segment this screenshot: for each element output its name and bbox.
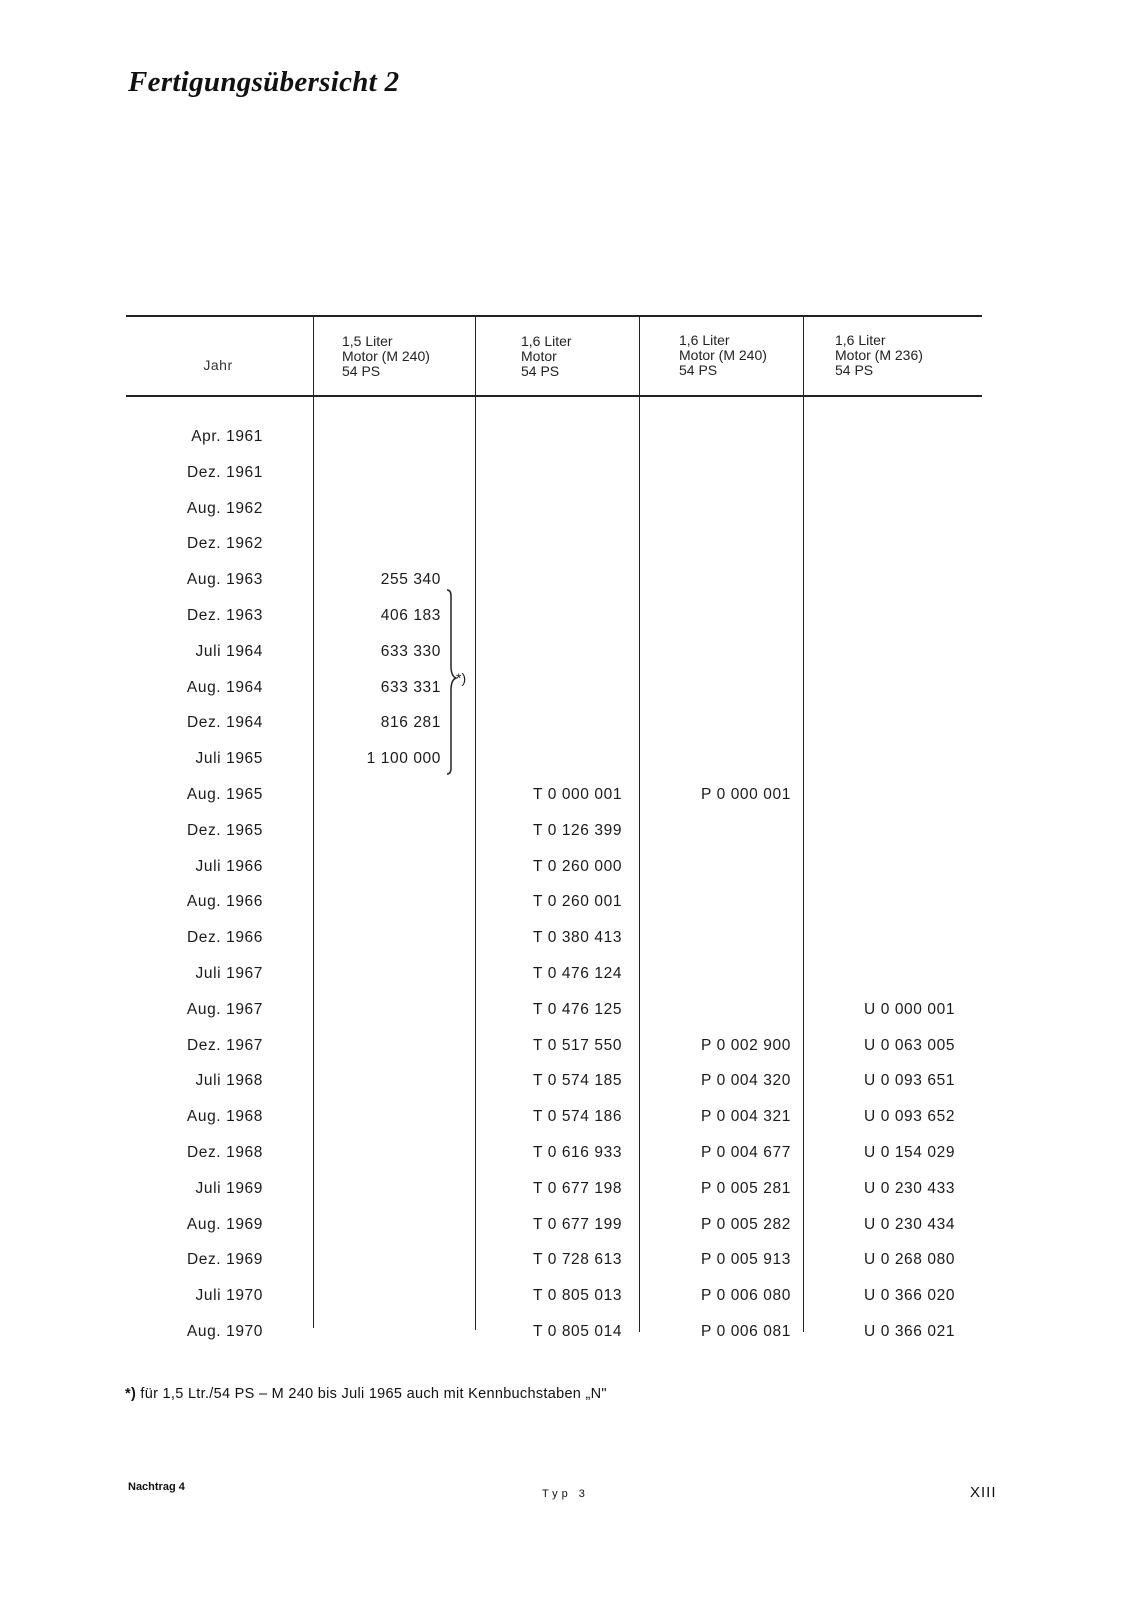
cell-col-4: U 0 230 434 <box>864 1215 956 1233</box>
table-row <box>0 1001 1136 1037</box>
cell-col-2: T 0 677 199 <box>533 1215 623 1233</box>
header-line: 1,6 Liter <box>521 333 572 349</box>
page-title: Fertigungsübersicht 2 <box>128 66 400 98</box>
cell-jahr: Dez. 1964 <box>186 714 263 732</box>
page-number: XIII <box>970 1484 997 1501</box>
cell-jahr: Aug. 1968 <box>186 1108 263 1126</box>
cell-col-3: P 0 004 321 <box>701 1108 791 1126</box>
table-row <box>0 500 1136 536</box>
cell-jahr: Aug. 1966 <box>186 893 263 911</box>
cell-jahr: Apr. 1961 <box>191 428 263 445</box>
cell-jahr: Juli 1964 <box>195 642 263 660</box>
cell-col-3: P 0 006 080 <box>701 1287 791 1305</box>
cell-jahr: Aug. 1964 <box>186 678 263 696</box>
cell-col-2: T 0 574 186 <box>533 1108 623 1126</box>
cell-jahr: Dez. 1968 <box>186 1143 263 1161</box>
cell-col-4: U 0 093 652 <box>864 1108 956 1126</box>
footnote-mark: *) <box>125 1386 137 1402</box>
footer-center: Typ 3 <box>542 1488 589 1500</box>
cell-jahr: Aug. 1963 <box>186 571 263 589</box>
table-top-rule <box>126 315 982 317</box>
table-body <box>0 428 1136 1359</box>
cell-col-1: 633 331 <box>380 678 441 696</box>
cell-col-3: P 0 005 281 <box>701 1179 791 1197</box>
cell-col-2: T 0 728 613 <box>533 1251 623 1269</box>
table-row <box>0 1216 1136 1252</box>
table-row <box>0 929 1136 965</box>
table-row <box>0 1037 1136 1073</box>
cell-col-4: U 0 366 020 <box>864 1287 956 1305</box>
header-line: 54 PS <box>342 363 381 379</box>
cell-col-4: U 0 000 001 <box>864 1000 956 1018</box>
header-line: 54 PS <box>521 363 560 379</box>
cell-col-3: P 0 002 900 <box>701 1036 791 1054</box>
cell-col-4: U 0 063 005 <box>864 1036 956 1054</box>
table-row <box>0 965 1136 1001</box>
table-row <box>0 428 1136 464</box>
cell-jahr: Aug. 1967 <box>186 1000 263 1018</box>
cell-jahr: Aug. 1969 <box>186 1215 263 1233</box>
table-row <box>0 607 1136 643</box>
table-row <box>0 893 1136 929</box>
table-row <box>0 750 1136 786</box>
cell-jahr: Dez. 1966 <box>186 929 263 947</box>
header-line: 54 PS <box>835 362 874 378</box>
table-row <box>0 858 1136 894</box>
table-row <box>0 1144 1136 1180</box>
header-line: 54 PS <box>679 362 718 378</box>
brace-note: *) <box>456 670 467 686</box>
table-row <box>0 1108 1136 1144</box>
cell-jahr: Juli 1966 <box>195 857 263 875</box>
table-row <box>0 822 1136 858</box>
cell-col-3: P 0 000 001 <box>701 785 791 803</box>
cell-col-2: T 0 517 550 <box>533 1036 623 1054</box>
header-col-1 <box>342 334 430 379</box>
header-line: Motor (M 236) <box>835 347 923 363</box>
table-row <box>0 1251 1136 1287</box>
header-line: Motor <box>521 348 557 364</box>
table-row <box>0 1072 1136 1108</box>
cell-col-4: U 0 093 651 <box>864 1072 956 1090</box>
table-row <box>0 714 1136 750</box>
cell-col-3: P 0 004 677 <box>701 1143 791 1161</box>
cell-col-3: P 0 004 320 <box>701 1072 791 1090</box>
cell-jahr: Juli 1969 <box>195 1179 263 1197</box>
header-line: 1,6 Liter <box>679 332 730 348</box>
footnote <box>125 1386 607 1402</box>
table-row <box>0 1287 1136 1323</box>
cell-col-2: T 0 574 185 <box>533 1072 623 1090</box>
cell-col-2: T 0 260 001 <box>533 893 623 911</box>
cell-col-4: U 0 268 080 <box>864 1251 956 1269</box>
table-row <box>0 535 1136 571</box>
cell-col-2: T 0 476 125 <box>533 1000 623 1018</box>
table-header-rule <box>126 395 982 397</box>
cell-jahr: Aug. 1965 <box>186 785 263 803</box>
cell-col-1: 255 340 <box>380 571 441 589</box>
table-row <box>0 679 1136 715</box>
cell-col-1: 406 183 <box>380 606 441 624</box>
cell-jahr: Juli 1965 <box>195 750 263 768</box>
header-col-4 <box>835 333 923 378</box>
cell-jahr: Juli 1967 <box>195 964 263 982</box>
table-row <box>0 786 1136 822</box>
cell-col-2: T 0 260 000 <box>533 857 623 875</box>
cell-jahr: Dez. 1962 <box>186 535 263 553</box>
cell-col-2: T 0 126 399 <box>533 821 623 839</box>
cell-col-1: 1 100 000 <box>366 750 441 768</box>
cell-jahr: Dez. 1967 <box>186 1036 263 1054</box>
cell-col-4: U 0 366 021 <box>864 1322 956 1340</box>
table-row <box>0 571 1136 607</box>
header-jahr: Jahr <box>203 357 233 373</box>
cell-col-1: 633 330 <box>380 642 441 660</box>
cell-col-3: P 0 005 913 <box>701 1251 791 1269</box>
cell-jahr: Juli 1968 <box>195 1072 263 1090</box>
cell-col-2: T 0 616 933 <box>533 1143 623 1161</box>
cell-col-2: T 0 380 413 <box>533 929 623 947</box>
cell-col-2: T 0 805 014 <box>533 1322 623 1340</box>
cell-jahr: Dez. 1963 <box>186 606 263 624</box>
cell-jahr: Dez. 1961 <box>186 463 263 481</box>
cell-col-2: T 0 805 013 <box>533 1287 623 1305</box>
cell-jahr: Dez. 1965 <box>186 821 263 839</box>
footer-left: Nachtrag 4 <box>128 1481 185 1493</box>
table-row <box>0 643 1136 679</box>
header-line: 1,6 Liter <box>835 332 886 348</box>
table-row <box>0 1323 1136 1359</box>
cell-col-2: T 0 000 001 <box>533 785 623 803</box>
footnote-text: für 1,5 Ltr./54 PS – M 240 bis Juli 1965 auch mit Kennbuchstaben „N" <box>136 1386 607 1402</box>
header-line: 1,5 Liter <box>342 333 393 349</box>
cell-col-4: U 0 230 433 <box>864 1179 956 1197</box>
cell-col-3: P 0 006 081 <box>701 1322 791 1340</box>
table-row <box>0 464 1136 500</box>
cell-jahr: Dez. 1969 <box>186 1251 263 1269</box>
header-line: Motor (M 240) <box>342 348 430 364</box>
cell-jahr: Aug. 1962 <box>186 499 263 517</box>
cell-col-2: T 0 677 198 <box>533 1179 623 1197</box>
header-line: Motor (M 240) <box>679 347 767 363</box>
cell-col-1: 816 281 <box>380 714 441 732</box>
cell-col-4: U 0 154 029 <box>864 1143 956 1161</box>
header-col-3 <box>679 333 767 378</box>
cell-jahr: Juli 1970 <box>195 1287 263 1305</box>
cell-col-3: P 0 005 282 <box>701 1215 791 1233</box>
header-col-2 <box>521 334 572 379</box>
cell-col-2: T 0 476 124 <box>533 964 623 982</box>
table-row <box>0 1180 1136 1216</box>
cell-jahr: Aug. 1970 <box>186 1322 263 1340</box>
